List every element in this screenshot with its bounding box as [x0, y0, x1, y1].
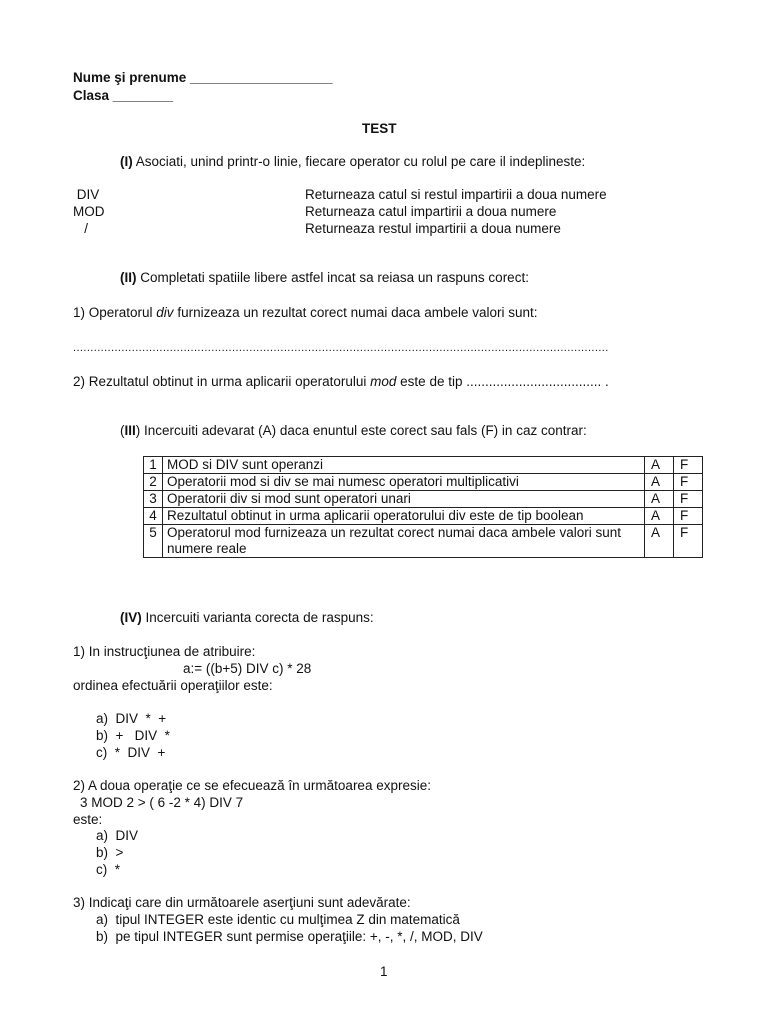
q4-1-prompt: 1) In instrucţiunea de atribuire: — [73, 644, 256, 659]
section3-heading — [120, 422, 587, 439]
q4-2-option-c[interactable]: c) * — [96, 862, 121, 877]
page-title: TEST — [362, 121, 397, 136]
section4-instruction: Incercuiti varianta corecta de raspuns: — [141, 610, 374, 625]
table-row — [144, 491, 703, 508]
table-row — [144, 474, 703, 491]
q1-pre: 1) Operatorul — [73, 305, 157, 320]
section4-heading — [120, 609, 374, 626]
q4-1-option-c[interactable]: c) * DIV + — [96, 745, 166, 760]
statement: Rezultatul obtinut in urma aplicarii operatorului div este de tip boolean — [163, 508, 645, 525]
answer-false[interactable]: F — [674, 508, 703, 525]
statement: MOD si DIV sunt operanzi — [163, 457, 645, 474]
q4-2-option-a[interactable]: a) DIV — [96, 828, 139, 843]
section3-instruction: Incercuiti adevarat (A) daca enuntul este corect sau fals (F) in caz contrar: — [140, 423, 587, 438]
row-number: 5 — [144, 525, 163, 558]
table-row — [144, 525, 703, 558]
q4-2-prompt: 2) A doua operaţie ce se efecuează în următoarea expresie: — [73, 778, 431, 793]
row-number: 2 — [144, 474, 163, 491]
q1-operator: div — [156, 305, 174, 320]
answer-false[interactable]: F — [674, 474, 703, 491]
q4-1-option-b[interactable]: b) + DIV * — [96, 728, 170, 743]
table-row — [144, 457, 703, 474]
role-2: Returneaza catul impartirii a doua numere — [305, 204, 557, 219]
answer-true[interactable]: A — [645, 474, 674, 491]
q1-answer-blank[interactable]: ........................................................................................................................................................... — [73, 342, 609, 354]
section2-number: (II) — [120, 270, 137, 285]
answer-true[interactable]: A — [645, 457, 674, 474]
name-line: Nume şi prenume ___________________ — [73, 70, 333, 85]
row-number: 3 — [144, 491, 163, 508]
answer-false[interactable]: F — [674, 525, 703, 558]
role-3: Returneaza restul impartirii a doua numere — [305, 221, 561, 236]
section3-number: III — [124, 423, 136, 438]
q1-post: furnizeaza un rezultat corect numai daca ambele valori sunt: — [173, 305, 538, 320]
section2-q2 — [73, 373, 609, 390]
answer-false[interactable]: F — [674, 491, 703, 508]
section4-number: (IV) — [120, 610, 142, 625]
statement: Operatorii div si mod sunt operatori unari — [163, 491, 645, 508]
section2-instruction: Completati spatiile libere astfel incat sa reiasa un raspuns corect: — [136, 270, 529, 285]
role-1: Returneaza catul si restul impartirii a doua numere — [305, 187, 607, 202]
q2-operator: mod — [370, 374, 397, 389]
section3-paren-close: ) — [135, 423, 141, 438]
section2-heading — [120, 269, 529, 286]
class-line: Clasa ________ — [73, 88, 173, 103]
q4-2-option-b[interactable]: b) > — [96, 845, 124, 860]
q2-post: este de tip .................................... . — [396, 374, 609, 389]
answer-false[interactable]: F — [674, 457, 703, 474]
statement: Operatorul mod furnizeaza un rezultat corect numai daca ambele valori sunt numere reale — [163, 525, 645, 558]
table-row — [144, 508, 703, 525]
operator-div: DIV — [73, 187, 100, 202]
q4-3-option-a[interactable]: a) tipul INTEGER este identic cu mulţimea Z din matematică — [96, 912, 460, 927]
answer-true[interactable]: A — [645, 508, 674, 525]
q4-3-option-b[interactable]: b) pe tipul INTEGER sunt permise operaţiile: +, -, *, /, MOD, DIV — [96, 929, 483, 944]
q4-1-question: ordinea efectuării operaţiilor este: — [73, 678, 273, 693]
q4-1-option-a[interactable]: a) DIV * + — [96, 711, 167, 726]
q4-2-expression: 3 MOD 2 > ( 6 -2 * 4) DIV 7 — [80, 795, 244, 810]
page-number: 1 — [380, 964, 388, 979]
statement: Operatorii mod si div se mai numesc operatori multiplicativi — [163, 474, 645, 491]
section1-number: (I) — [120, 154, 133, 169]
q4-2-question: este: — [73, 812, 103, 827]
section2-q1 — [73, 304, 538, 321]
row-number: 4 — [144, 508, 163, 525]
section1-instruction: Asociati, unind printr-o linie, fiecare operator cu rolul pe care il indeplineste: — [132, 154, 586, 169]
q4-1-expression: a:= ((b+5) DIV c) * 28 — [183, 661, 312, 676]
section1-heading — [120, 153, 585, 170]
q4-3-prompt: 3) Indicaţi care din următoarele aserţiuni sunt adevărate: — [73, 895, 411, 910]
row-number: 1 — [144, 457, 163, 474]
answer-true[interactable]: A — [645, 525, 674, 558]
q2-pre: 2) Rezultatul obtinut in urma aplicarii operatorului — [73, 374, 371, 389]
true-false-table — [143, 456, 703, 558]
answer-true[interactable]: A — [645, 491, 674, 508]
operator-mod: MOD — [73, 204, 105, 219]
section3-paren-open: ( — [120, 423, 125, 438]
operator-slash: / — [73, 221, 89, 236]
